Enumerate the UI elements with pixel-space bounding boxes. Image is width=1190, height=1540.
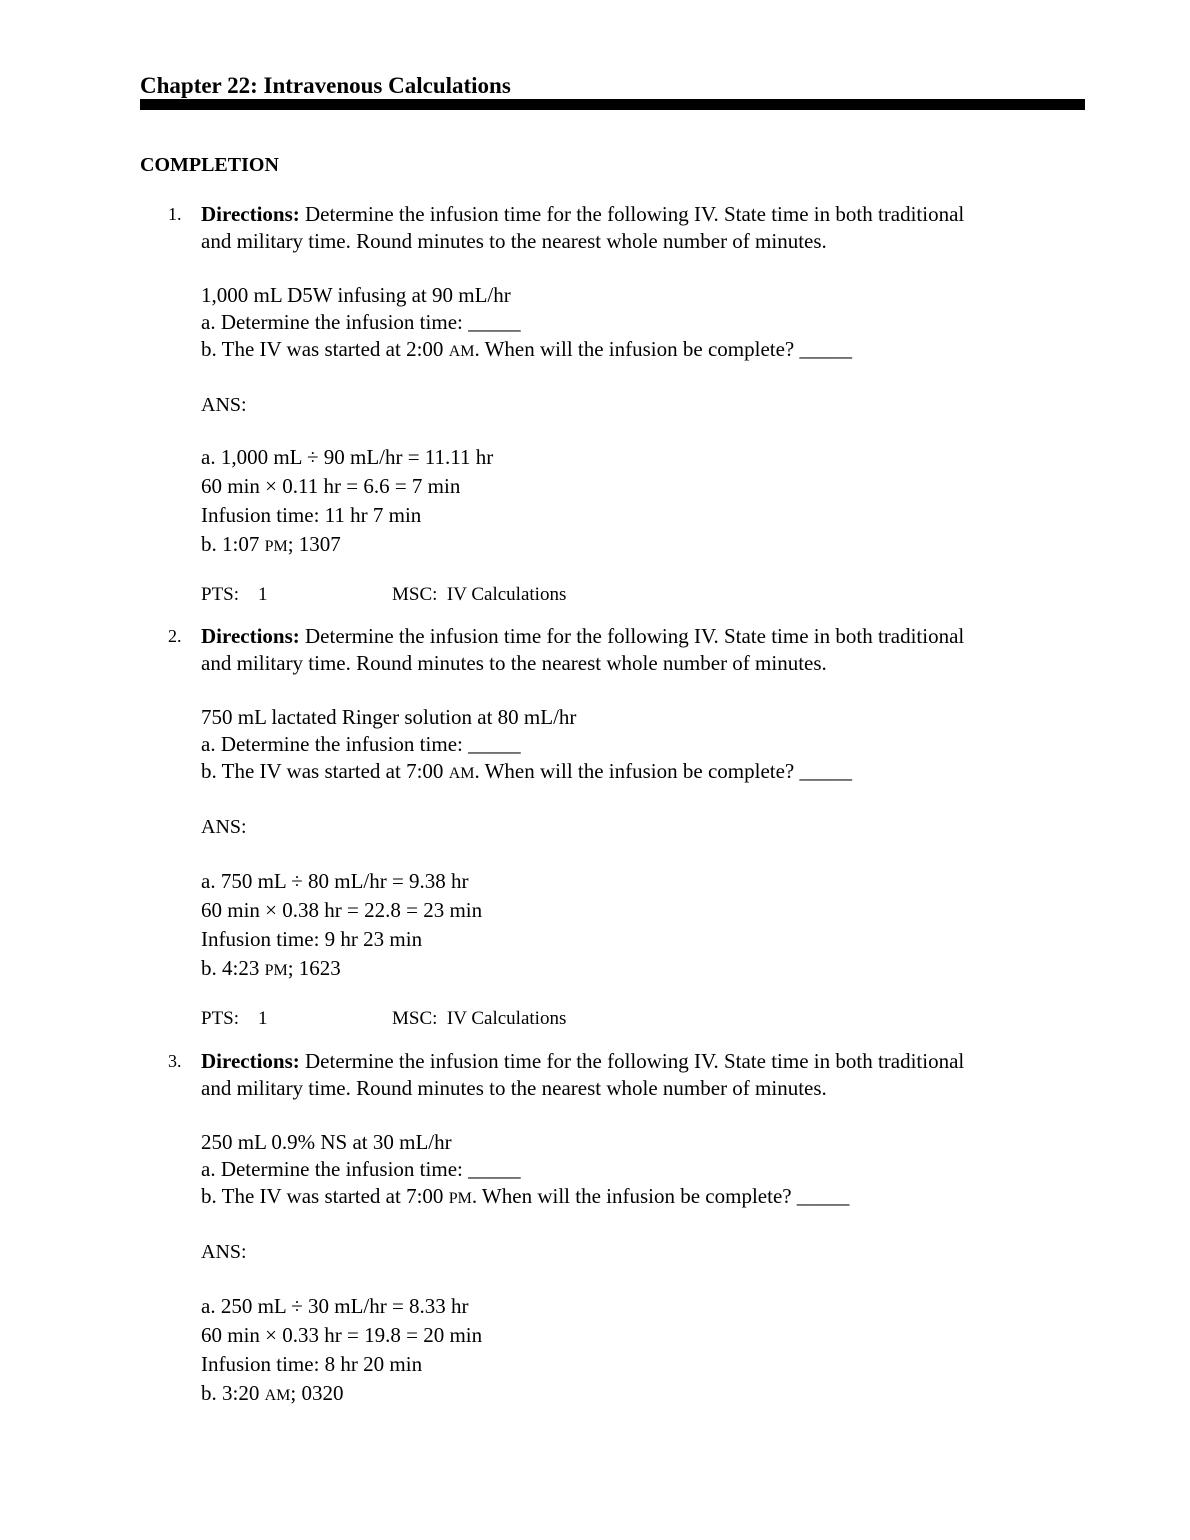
- answer-label: ANS:: [201, 1241, 247, 1263]
- question-meta: [201, 583, 1071, 607]
- question-body: [201, 201, 1071, 607]
- answer-block: [201, 867, 1071, 985]
- answer-label: ANS:: [201, 816, 247, 838]
- directions-label: Directions:: [201, 202, 300, 226]
- directions-line: [201, 623, 1071, 650]
- question-number: 1.: [168, 204, 182, 224]
- directions-text-2: and military time. Round minutes to the nearest whole number of minutes.: [201, 651, 827, 675]
- question-meta: [201, 1007, 1071, 1031]
- answer-line: a. 1,000 mL ÷ 90 mL/hr = 11.11 hr: [201, 445, 494, 469]
- answer-line: b. 1:07 PM; 1307: [201, 532, 341, 556]
- directions-label: Directions:: [201, 1049, 300, 1073]
- question-number: 2.: [168, 626, 182, 646]
- chapter-title: Chapter 22: Intravenous Calculations: [140, 73, 511, 98]
- answer-line: 60 min × 0.38 hr = 22.8 = 23 min: [201, 898, 483, 922]
- directions-text: Determine the infusion time for the following IV. State time in both traditional: [299, 202, 965, 226]
- part-a: a. Determine the infusion time: _____: [201, 1157, 521, 1181]
- misc-category: MSC: IV Calculations: [392, 584, 567, 605]
- part-b: b. The IV was started at 7:00 PM. When will the infusion be complete? _____: [201, 1184, 850, 1208]
- problem-statement: 750 mL lactated Ringer solution at 80 mL/hr: [201, 705, 577, 729]
- points: PTS: 1: [201, 584, 268, 605]
- answer-line: Infusion time: 11 hr 7 min: [201, 503, 422, 527]
- answer-line: 60 min × 0.33 hr = 19.8 = 20 min: [201, 1323, 483, 1347]
- part-a: a. Determine the infusion time: _____: [201, 310, 521, 334]
- points: PTS: 1: [201, 1008, 268, 1029]
- title-rule: [140, 99, 1085, 110]
- problem-statement: 1,000 mL D5W infusing at 90 mL/hr: [201, 283, 511, 307]
- question-body: [201, 1048, 1071, 1410]
- answer-line: a. 250 mL ÷ 30 mL/hr = 8.33 hr: [201, 1294, 469, 1318]
- directions-line: [201, 201, 1071, 228]
- misc-category: MSC: IV Calculations: [392, 1008, 567, 1029]
- directions-line: [201, 1048, 1071, 1075]
- directions-text-2: and military time. Round minutes to the nearest whole number of minutes.: [201, 229, 827, 253]
- directions-text: Determine the infusion time for the following IV. State time in both traditional: [299, 1049, 965, 1073]
- answer-line: a. 750 mL ÷ 80 mL/hr = 9.38 hr: [201, 869, 469, 893]
- problem-statement: 250 mL 0.9% NS at 30 mL/hr: [201, 1130, 452, 1154]
- answer-line: Infusion time: 9 hr 23 min: [201, 927, 423, 951]
- section-heading: COMPLETION: [140, 154, 279, 176]
- part-a: a. Determine the infusion time: _____: [201, 732, 521, 756]
- answer-block: [201, 443, 1071, 561]
- part-b: b. The IV was started at 7:00 AM. When will the infusion be complete? _____: [201, 759, 852, 783]
- question-body: [201, 623, 1071, 1031]
- directions-label: Directions:: [201, 624, 300, 648]
- directions-text-2: and military time. Round minutes to the nearest whole number of minutes.: [201, 1076, 827, 1100]
- answer-line: Infusion time: 8 hr 20 min: [201, 1352, 423, 1376]
- answer-line: b. 4:23 PM; 1623: [201, 956, 341, 980]
- question-number: 3.: [168, 1051, 182, 1071]
- directions-text: Determine the infusion time for the following IV. State time in both traditional: [299, 624, 965, 648]
- answer-label: ANS:: [201, 394, 247, 416]
- answer-line: b. 3:20 AM; 0320: [201, 1381, 344, 1405]
- answer-block: [201, 1292, 1071, 1410]
- answer-line: 60 min × 0.11 hr = 6.6 = 7 min: [201, 474, 461, 498]
- part-b: b. The IV was started at 2:00 AM. When will the infusion be complete? _____: [201, 337, 852, 361]
